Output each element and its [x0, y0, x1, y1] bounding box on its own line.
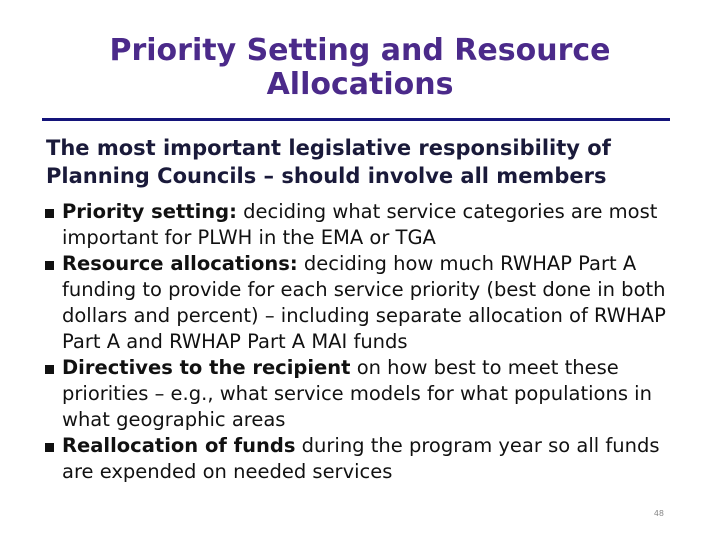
title-divider — [42, 118, 670, 121]
square-bullet-icon — [45, 443, 54, 452]
slide-title-line-2: Allocations — [266, 67, 454, 102]
bullet-text: on how best to meet these priorities – e.g., what service models for what populations in what geographic areas — [62, 356, 652, 431]
bullet-text: during the program year so all funds are expended on needed services — [62, 434, 660, 483]
intro-text — [46, 134, 666, 190]
bullet-lead: Directives to the recipient — [62, 356, 351, 379]
square-bullet-icon — [45, 209, 54, 218]
square-bullet-icon — [45, 365, 54, 374]
square-bullet-icon — [45, 261, 54, 270]
bullet-text: deciding what service categories are most important for PLWH in the EMA or TGA — [62, 200, 658, 249]
bullet-lead: Resource allocations: — [62, 252, 298, 275]
bullet-item-priority-setting — [44, 199, 684, 251]
bullet-list — [44, 199, 684, 485]
page-number: 48 — [653, 509, 664, 518]
slide-title-line-1: Priority Setting and Resource — [109, 33, 611, 68]
intro-line-2: Planning Councils – should involve all members — [46, 164, 607, 188]
bullet-item-resource-allocations — [44, 251, 684, 355]
bullet-item-reallocation — [44, 433, 684, 485]
slide-title — [40, 34, 680, 102]
intro-line-1: The most important legislative responsibility of — [46, 136, 611, 160]
bullet-lead: Priority setting: — [62, 200, 237, 223]
bullet-text: deciding how much RWHAP Part A funding to provide for each service priority (best done in both dollars and percent) – including separate allocation of RWHAP Part A and RWHAP Part A MAI funds — [62, 252, 666, 353]
bullet-item-directives — [44, 355, 684, 433]
bullet-lead: Reallocation of funds — [62, 434, 296, 457]
